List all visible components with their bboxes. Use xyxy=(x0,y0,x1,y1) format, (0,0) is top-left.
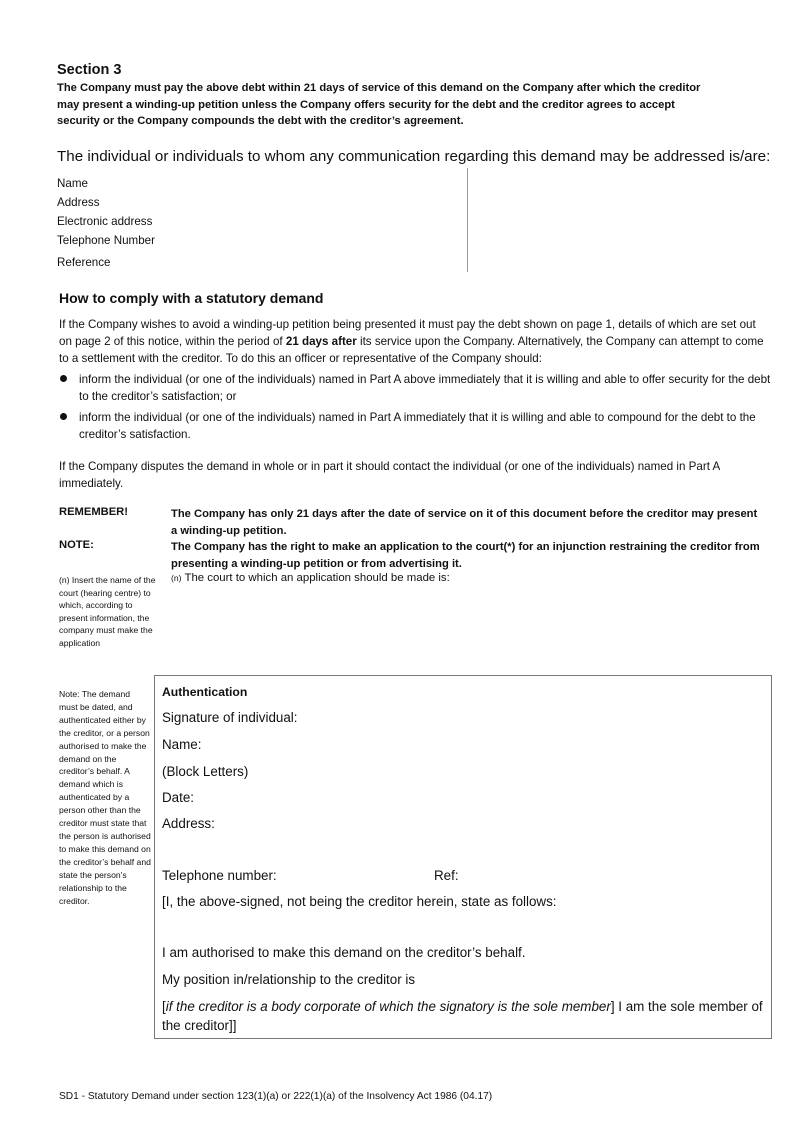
court-text: The court to which an application should be made is: xyxy=(184,572,450,584)
howto-text-a: If the Company wishes to avoid a winding-up petition being presented it must pay the debt shown on page 1, details of which are set out on page 2 of this notice, within the period of xyxy=(59,318,756,348)
bullet-icon xyxy=(60,413,67,420)
field-address-label: Address xyxy=(57,196,100,209)
field-name-label: Name xyxy=(57,177,88,190)
list-item xyxy=(59,371,771,405)
date-label: Date: xyxy=(162,790,195,805)
howto-text-bold: 21 days after xyxy=(285,335,357,348)
sole-member-rest: ] I am the sole member of the creditor]] xyxy=(162,999,763,1033)
bullet-icon xyxy=(60,375,67,382)
signature-label: Signature of individual: xyxy=(162,710,298,725)
auth-side-note: Note: The demand must be dated, and authenticated either by the creditor, or a person authorised to make the demand on the creditor’s behalf. A demand which is authenticated by a person other than the creditor must state that the person is authorised to make this demand on the creditor’s behalf and state the person’s relationship to the creditor. xyxy=(59,689,151,906)
sole-member-condition: if the creditor is a body corporate of which the signatory is the sole member xyxy=(165,999,611,1014)
note-text: The Company has the right to make an application to the court(*) for an injunction restraining the creditor from presenting a winding-up petition or from advertising it. xyxy=(171,541,760,570)
howto-text-b: its service upon the Company. Alternatively, the Company can attempt to come to a settlement with the creditor. To do this an officer or representative of the Company should: xyxy=(59,335,764,365)
remember-text: The Company has only 21 days after the date of service on it of this document before the creditor may present a winding-up petition. xyxy=(171,508,758,537)
field-email-label: Electronic address xyxy=(57,215,153,228)
block-letters-label: (Block Letters) xyxy=(162,764,249,779)
telephone-label: Telephone number: xyxy=(162,868,277,883)
court-marker: (n) xyxy=(171,573,182,583)
authorised-text: I am authorised to make this demand on the creditor’s behalf. xyxy=(162,945,526,960)
ref-label: Ref: xyxy=(434,868,459,883)
page-footer: SD1 - Statutory Demand under section 123(1)(a) or 222(1)(a) of the Insolvency Act 1986 (04.17) xyxy=(59,1091,493,1102)
list-item xyxy=(59,409,771,443)
bracket: [ xyxy=(162,999,166,1014)
divider-line xyxy=(467,168,468,272)
note-label: NOTE: xyxy=(59,539,94,551)
contact-fields xyxy=(57,176,155,274)
auth-title: Authentication xyxy=(162,685,248,699)
court-line xyxy=(171,572,450,584)
sole-member-text xyxy=(162,997,766,1035)
bullet-text: inform the individual (or one of the individuals) named in Part A immediately that it is willing and able to compound for the debt to the creditor’s satisfaction. xyxy=(79,411,756,441)
section-title: Section 3 xyxy=(57,62,122,78)
remember-label: REMEMBER! xyxy=(59,506,128,518)
name-label: Name: xyxy=(162,737,202,752)
position-text: My position in/relationship to the creditor is xyxy=(162,972,416,987)
section-body: The Company must pay the above debt within 21 days of service of this demand on the Company after which the creditor may present a winding-up petition unless the Company offers security for the debt and the creditor agrees to accept security or the Company compounds the debt with the creditor’s agreement. xyxy=(57,82,701,127)
bullet-text: inform the individual (or one of the individuals) named in Part A above immediately that it is willing and able to offer security for the debt to the creditor’s satisfaction; or xyxy=(79,373,771,403)
field-telephone-label: Telephone Number xyxy=(57,234,155,247)
howto-heading: How to comply with a statutory demand xyxy=(59,290,324,306)
field-reference-label: Reference xyxy=(57,256,111,269)
contact-lead: The individual or individuals to whom any communication regarding this demand may be addressed is/are: xyxy=(57,148,771,165)
authentication-box xyxy=(154,675,772,1039)
address-label: Address: xyxy=(162,816,215,831)
court-side-note: (n) Insert the name of the court (hearing centre) to which, according to present information, the company must make the application xyxy=(59,575,156,648)
statement-text: [I, the above-signed, not being the creditor herein, state as follows: xyxy=(162,894,557,909)
howto-paragraph xyxy=(59,316,771,367)
howto-bullets xyxy=(59,371,771,447)
dispute-paragraph: If the Company disputes the demand in whole or in part it should contact the individual (or one of the individuals) named in Part A immediately. xyxy=(59,460,720,490)
